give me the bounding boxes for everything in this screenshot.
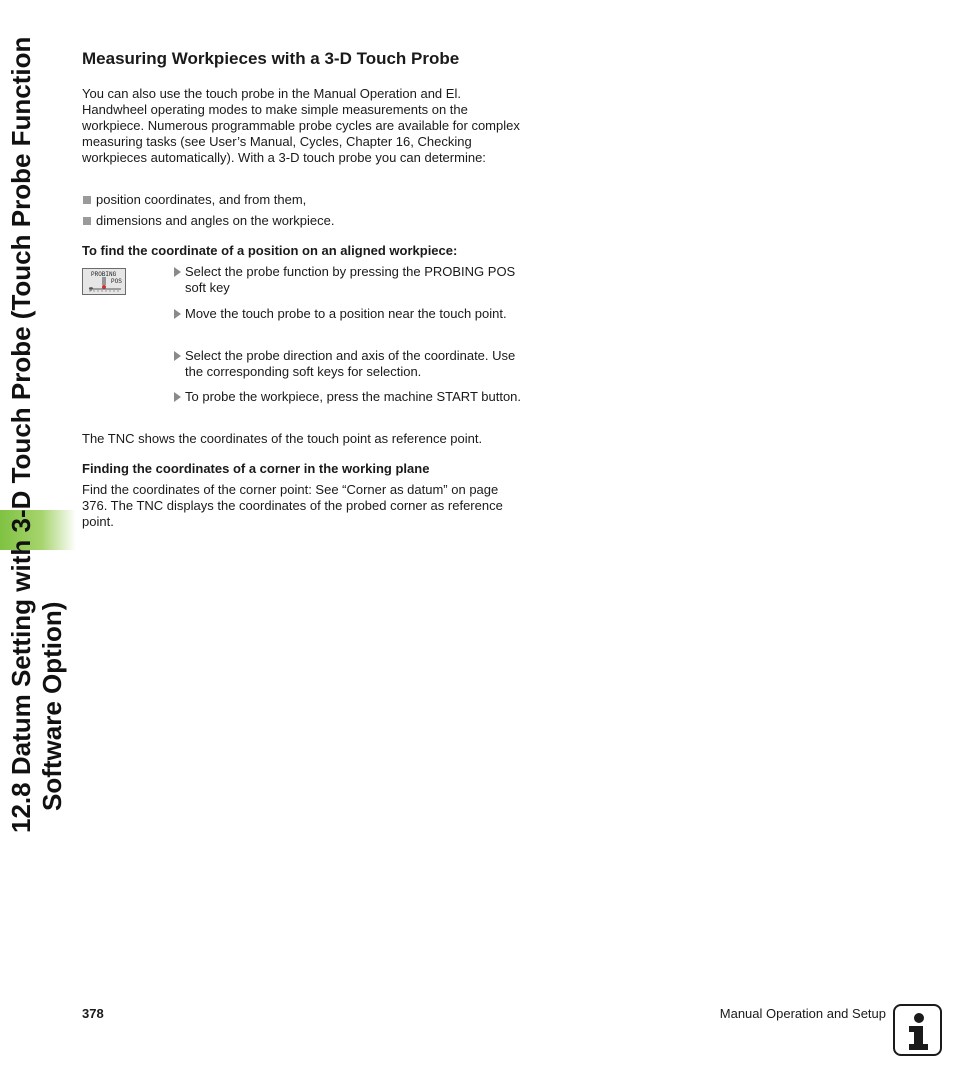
corner-heading: Finding the coordinates of a corner in the working plane [82,461,430,476]
corner-paragraph: Find the coordinates of the corner point: See “Corner as datum” on page 376. The TNC displays the coordinates of the probed corner as reference point. [82,482,503,529]
chapter-title-line2: Software Option) [37,601,67,811]
probing-pos-softkey-icon: PROBING POS [82,268,126,295]
bullet-square-icon [83,196,91,204]
list-item: dimensions and angles on the workpiece. [82,213,527,229]
result-paragraph: The TNC shows the coordinates of the touch point as reference point. [82,431,483,446]
procedure-heading: To find the coordinate of a position on an aligned workpiece: [82,243,458,258]
list-item: Select the probe function by pressing the PROBING POS soft key [173,264,533,306]
bullet-square-icon [83,217,91,225]
list-item: position coordinates, and from them, [82,192,527,208]
list-item: To probe the workpiece, press the machine START button. [173,389,533,431]
chapter-title [6,0,80,855]
step-arrow-icon [174,309,181,319]
footer-chapter: Manual Operation and Setup [719,1006,886,1021]
list-item: Select the probe direction and axis of the coordinate. Use the corresponding soft keys for selection. [173,348,533,389]
info-icon [893,1004,942,1056]
chapter-title-line1: 12.8 Datum Setting with 3-D Touch Probe (Touch Probe Function [6,36,36,833]
probe-graphic-icon [83,269,125,294]
page-number: 378 [82,1006,104,1021]
main-content [82,48,527,529]
procedure-steps [173,264,533,431]
step-arrow-icon [174,267,181,277]
step-arrow-icon [174,392,181,402]
section-title: Measuring Workpieces with a 3-D Touch Probe [82,49,460,68]
list-item: Move the touch probe to a position near the touch point. [173,306,533,348]
intro-paragraph: You can also use the touch probe in the Manual Operation and El. Handwheel operating modes to make simple measurements on the workpiece. Numerous programmable probe cycles are available for complex measuring tasks (see User’s Manual, Cycles, Chapter 16, Checking workpieces automatically). With a 3-D touch probe you can determine: [82,86,520,165]
step-arrow-icon [174,351,181,361]
determine-list [82,192,527,234]
